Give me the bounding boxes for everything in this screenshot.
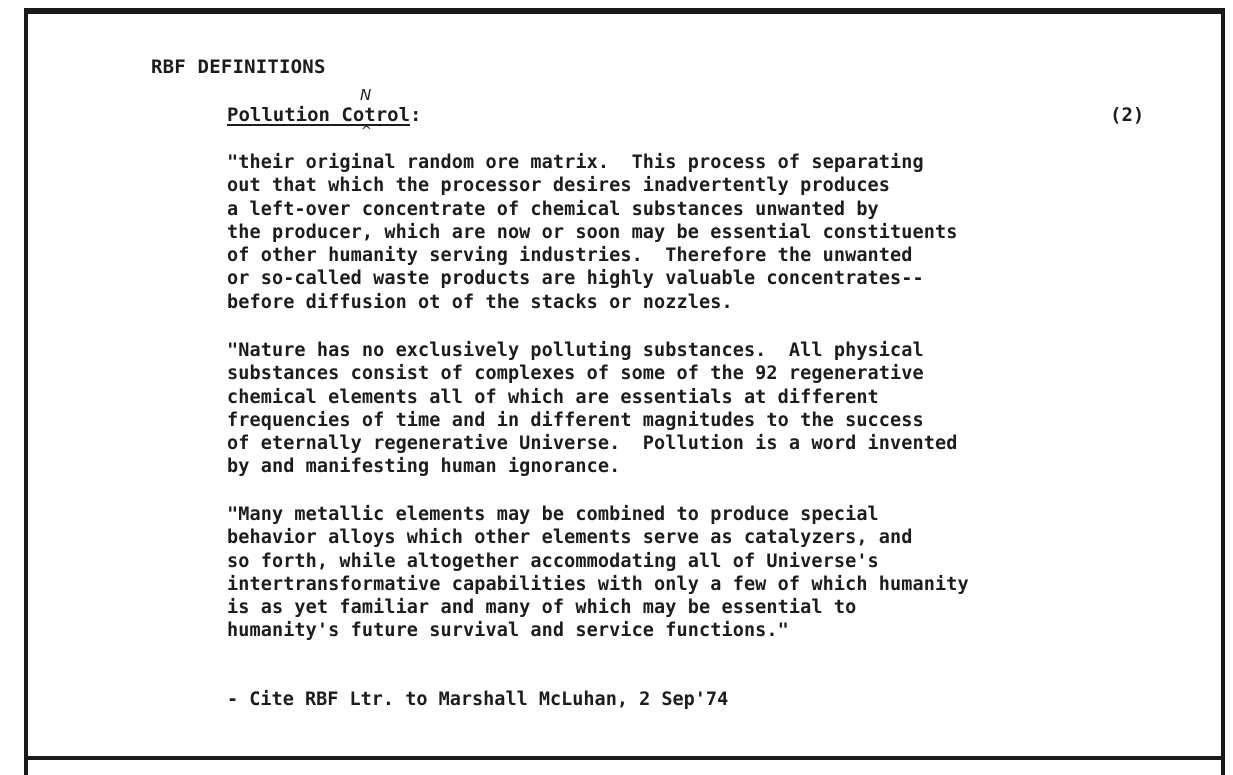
definition-term: Pollution Cotrol <box>227 104 411 126</box>
citation-line: - Cite RBF Ltr. to Marshall McLuhan, 2 Sep'74 <box>227 689 729 710</box>
quote-paragraph-1: "their original random ore matrix. This process of separating out that which the processor desires inadvertently produces a left-over concentrate of chemical substances unwanted by the producer, which are now or soon may be essential constituents of other humanity serving industries. Therefore the unwanted or so-called waste products are highly valuable concentrates-- before diffusion ot of the stacks or nozzles. <box>227 152 958 313</box>
document-header-title: RBF DEFINITIONS <box>151 56 326 78</box>
quote-paragraph-3: "Many metallic elements may be combined to produce special behavior alloys which other elements serve as catalyzers, and so forth, while altogether accommodating all of Universe's intertransformative capabilities with only a few of which humanity is as yet familiar and many of which may be essential to humanity's future survival and service functions." <box>227 504 969 642</box>
quote-paragraph-2: "Nature has no exclusively polluting substances. All physical substances consist of complexes of some of the 92 regenerative chemical elements all of which are essentials at different frequencies of time and in different magnitudes to the success of eternally regenerative Universe. Pollution is a word invented by and manifesting human ignorance. <box>227 340 958 478</box>
handwritten-insert-mark: N <box>360 86 372 104</box>
page-number: (2) <box>1110 104 1145 126</box>
handwritten-caret-mark: ^ <box>361 124 372 139</box>
definition-term-colon: : <box>410 104 422 126</box>
definition-term-heading <box>227 104 421 126</box>
bottom-divider <box>24 756 1225 760</box>
